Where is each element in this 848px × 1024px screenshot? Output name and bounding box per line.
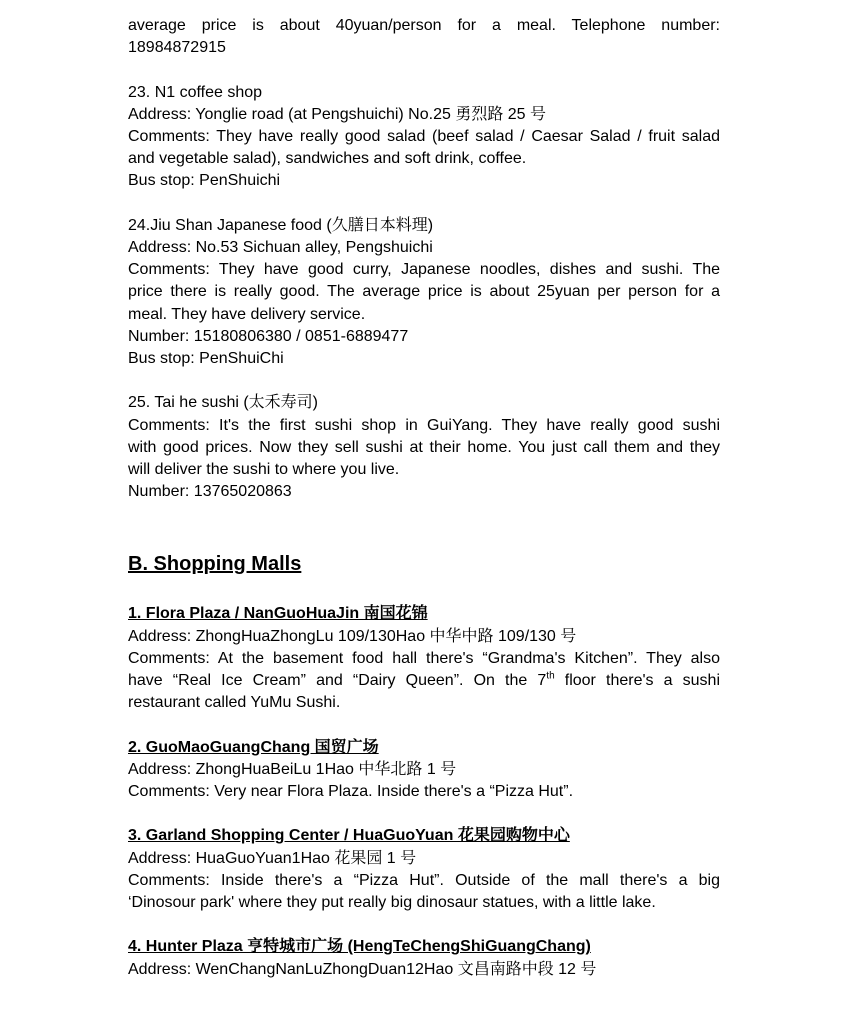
- mall-entry-2: [128, 737, 720, 804]
- entry-address: Address: Yonglie road (at Pengshuichi) No.25 勇烈路 25 号: [128, 105, 547, 123]
- entry-comment-line: meal. They have delivery service.: [128, 305, 366, 323]
- entry-comment-line: price there is really good. The average price is about 25yuan per person for a: [128, 283, 720, 301]
- mall-title: 1. Flora Plaza / NanGuoHuaJin 南国花锦: [128, 605, 428, 623]
- entry-title: 23. N1 coffee shop: [128, 83, 263, 101]
- mall-comment-line: ‘Dinosour park' where they put really big dinosaur statues, with a little lake.: [128, 894, 656, 912]
- mall-address: Address: HuaGuoYuan1Hao 花果园 1 号: [128, 849, 417, 867]
- section-heading-shopping-malls: B. Shopping Malls: [128, 553, 302, 576]
- entry-bus-stop: Bus stop: PenShuiChi: [128, 350, 284, 368]
- restaurant-entry-25: [128, 392, 720, 503]
- comment-text: have “Real Ice Cream” and “Dairy Queen”. On the 7: [128, 672, 547, 690]
- mall-comment-line: [128, 670, 720, 692]
- mall-comment-line: Comments: At the basement food hall there's “Grandma's Kitchen”. They also: [128, 649, 720, 667]
- restaurant-entry-23: [128, 82, 720, 193]
- restaurant-entry-24: [128, 215, 720, 370]
- mall-comment-line: Comments: Very near Flora Plaza. Inside there's a “Pizza Hut”.: [128, 783, 574, 801]
- mall-entry-3: [128, 825, 720, 914]
- entry-bus-stop: Bus stop: PenShuichi: [128, 172, 281, 190]
- superscript-ordinal: th: [546, 670, 555, 682]
- mall-address: Address: ZhongHuaBeiLu 1Hao 中华北路 1 号: [128, 760, 457, 778]
- mall-entry-1: [128, 603, 720, 714]
- entry-number: Number: 13765020863: [128, 483, 292, 501]
- mall-comment-line: Comments: Inside there's a “Pizza Hut”. Outside of the mall there's a big: [128, 871, 720, 889]
- mall-title: 3. Garland Shopping Center / HuaGuoYuan 花果园购物中心: [128, 827, 570, 845]
- entry-comment-line: Comments: They have really good salad (beef salad / Caesar Salad / fruit salad: [128, 128, 720, 145]
- document-page: [128, 15, 720, 981]
- entry-comment-line: will deliver the sushi to where you live.: [128, 461, 400, 479]
- mall-title: 4. Hunter Plaza 亨特城市广场 (HengTeChengShiGuangChang): [128, 938, 591, 956]
- entry-comment-line: Comments: They have good curry, Japanese noodles, dishes and sushi. The: [128, 261, 720, 279]
- mall-address: Address: ZhongHuaZhongLu 109/130Hao 中华中路 109/130 号: [128, 627, 577, 645]
- entry-comment-line: and vegetable salad), sandwiches and soft drink, coffee.: [128, 150, 527, 168]
- comment-text: floor there's a sushi: [554, 672, 720, 690]
- mall-address: Address: WenChangNanLuZhongDuan12Hao 文昌南路中段 12 号: [128, 960, 597, 978]
- text-line: average price is about 40yuan/person for a meal. Telephone number:: [128, 17, 720, 34]
- entry-number: Number: 15180806380 / 0851-6889477: [128, 327, 409, 345]
- entry-comment-line: with good prices. Now they sell sushi at their home. You just call them and they: [128, 438, 720, 456]
- mall-comment-line: restaurant called YuMu Sushi.: [128, 694, 341, 712]
- mall-title: 2. GuoMaoGuangChang 国贸广场: [128, 738, 379, 756]
- telephone-number: 18984872915: [128, 39, 226, 57]
- entry-address: Address: No.53 Sichuan alley, Pengshuichi: [128, 239, 433, 256]
- entry-title: 24.Jiu Shan Japanese food (久膳日本料理): [128, 216, 434, 234]
- entry-comment-line: Comments: It's the first sushi shop in GuiYang. They have really good sushi: [128, 416, 720, 434]
- entry-title: 25. Tai he sushi (太禾寿司): [128, 394, 318, 412]
- mall-entry-4: [128, 936, 720, 980]
